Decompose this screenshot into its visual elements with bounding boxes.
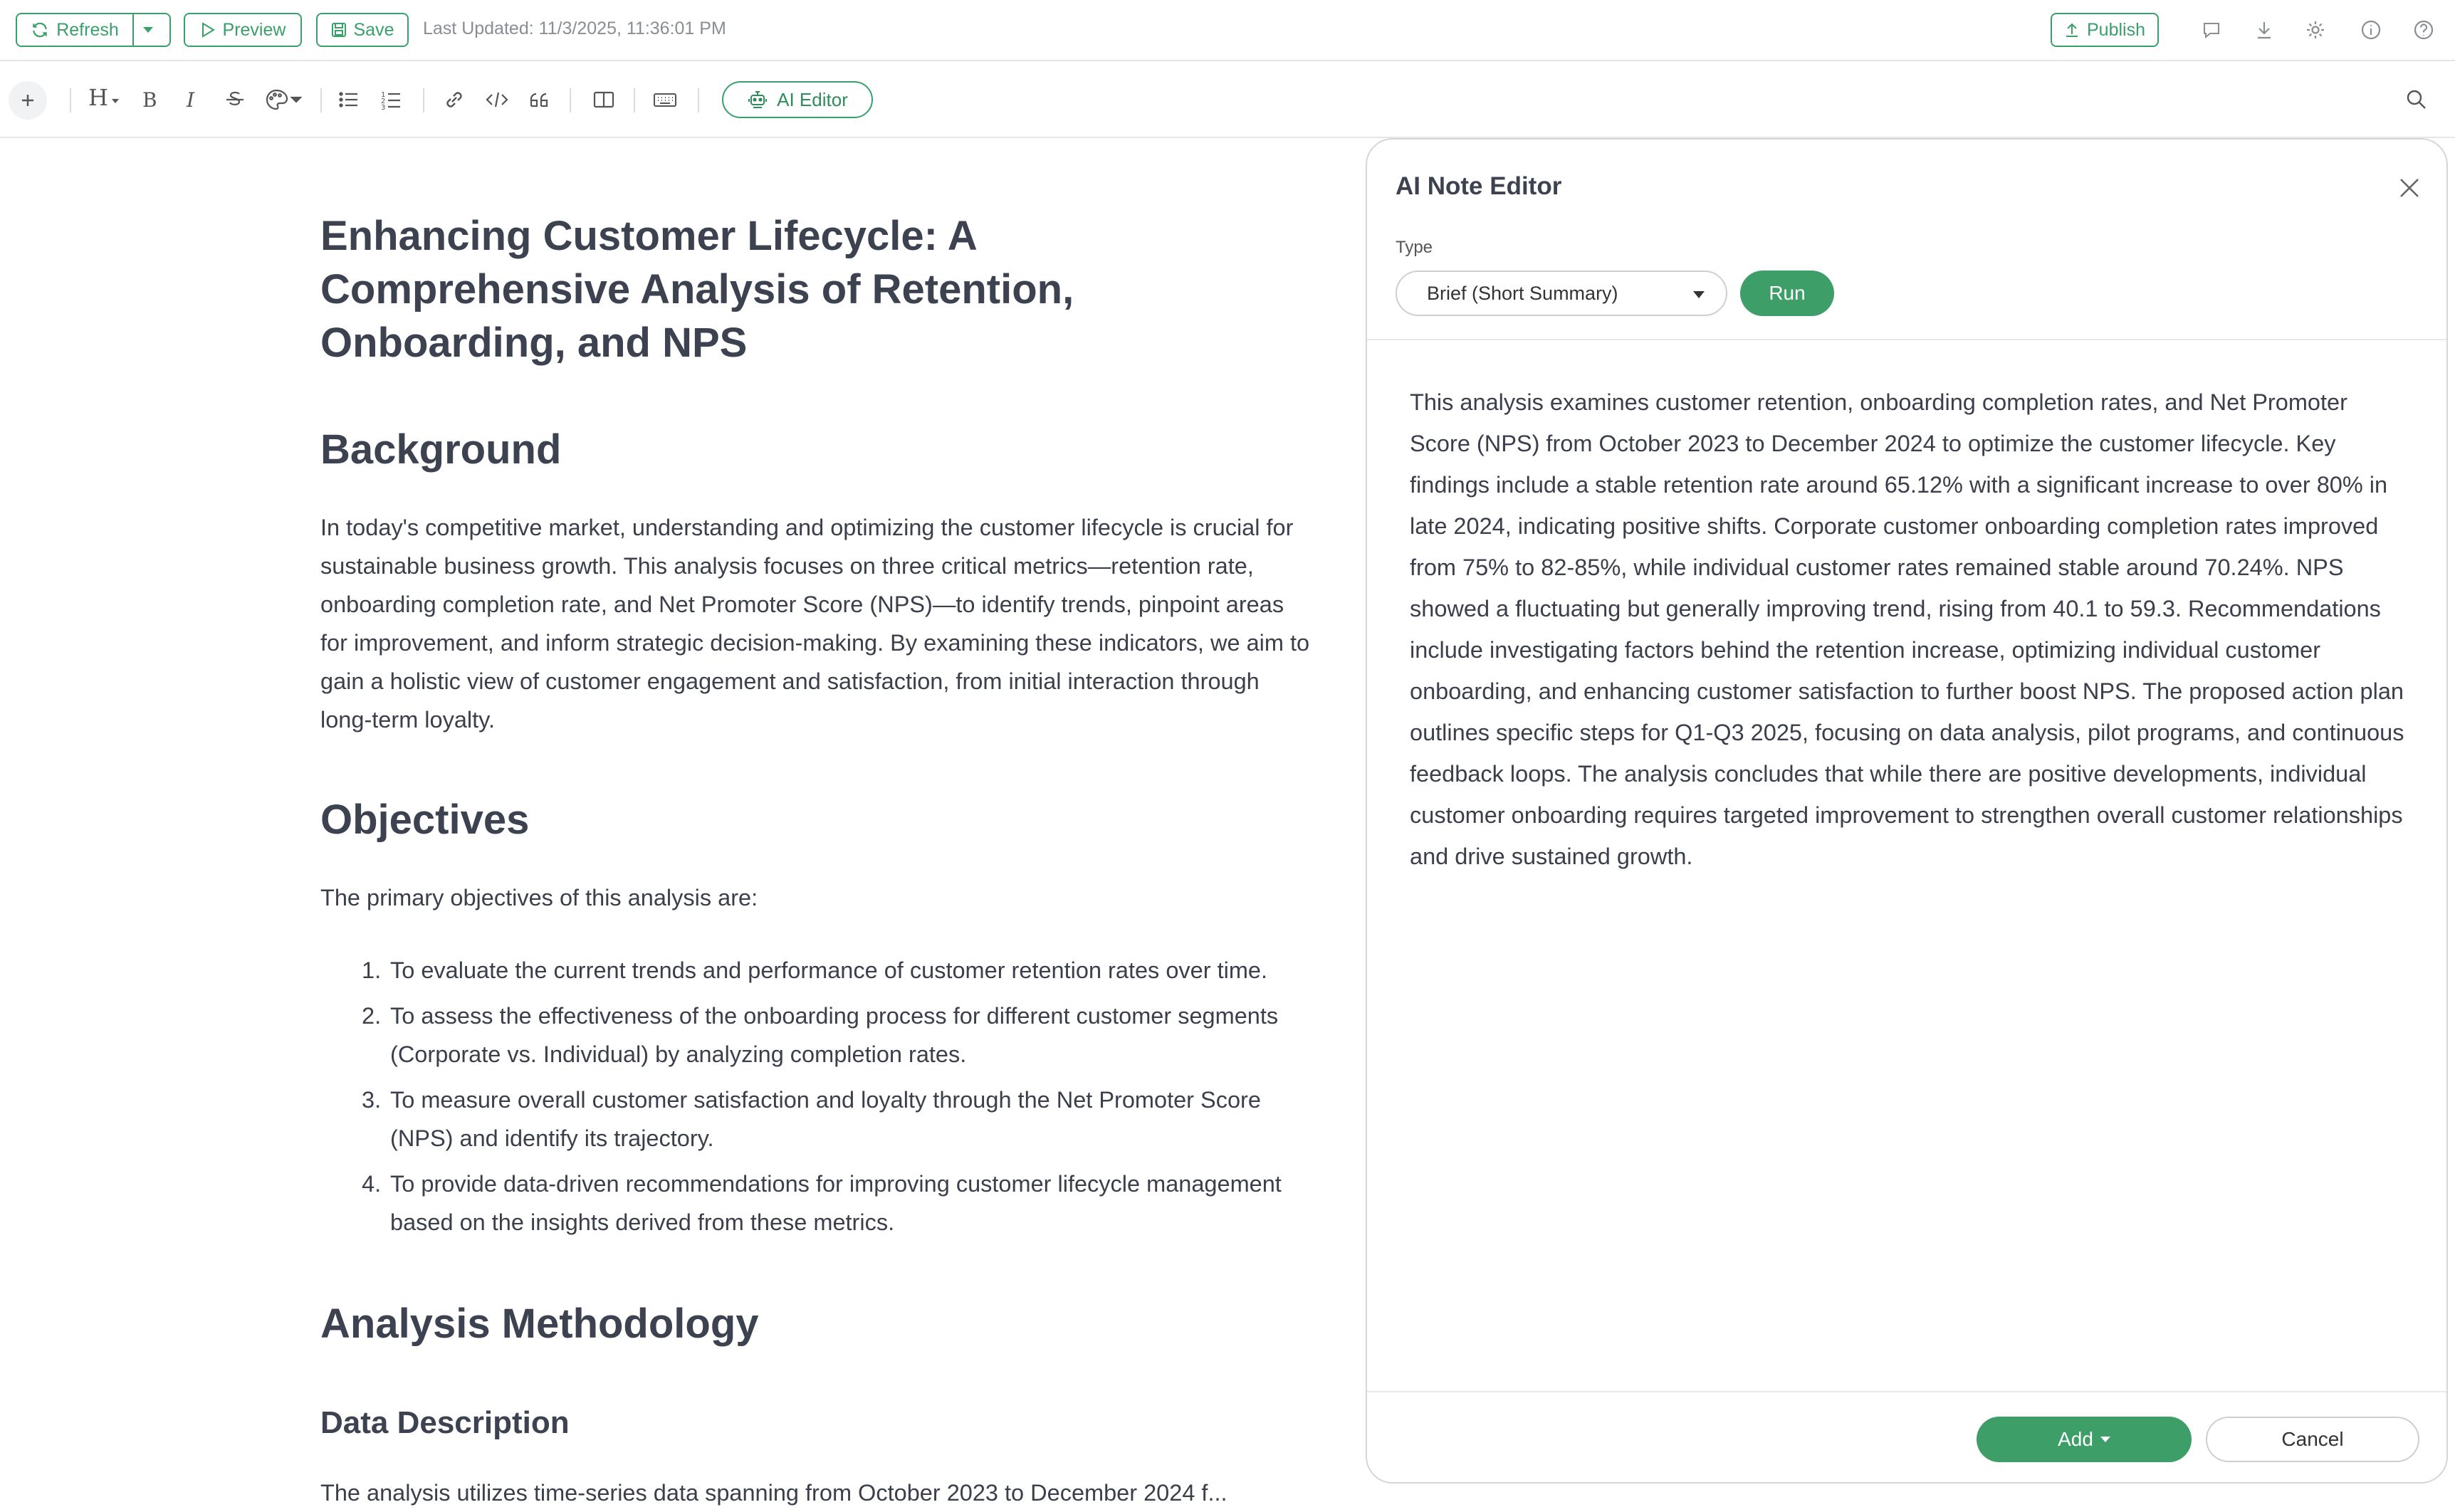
play-icon [200, 21, 216, 38]
svg-text:2: 2 [381, 98, 386, 105]
type-select[interactable] [1396, 271, 1727, 316]
type-select-value: Brief (Short Summary) [1427, 282, 1618, 304]
comment-icon[interactable] [2200, 19, 2223, 41]
refresh-dropdown-button[interactable] [132, 13, 171, 47]
document-title: Enhancing Customer Lifecycle: A Comprehensive Analysis of Retention, Onboarding, and NPS [320, 213, 1074, 366]
list-item [320, 1081, 1317, 1157]
info-icon[interactable] [2360, 19, 2382, 41]
panel-footer-divider [1367, 1391, 2446, 1392]
download-icon[interactable] [2253, 19, 2276, 41]
list-item [320, 997, 1317, 1073]
bold-icon[interactable] [137, 87, 162, 112]
italic-icon[interactable] [179, 87, 205, 112]
list-number: 4. [362, 1171, 382, 1197]
cancel-button[interactable] [2206, 1417, 2419, 1462]
background-paragraph: In today's competitive market, understanding and optimizing the customer lifecycle is crucial for sustainable business growth. This analysis focuses on three critical metrics—retention rate, onboarding completion rate, and Net Promoter Score (NPS)—to identify trends, pinpoint areas for improvement, and inform strategic decision-making. By examining these indicators, we aim to gain a holistic view of customer engagement and satisfaction, from initial interaction through long-term loyalty. [320, 515, 1310, 733]
quote-icon[interactable] [527, 87, 553, 112]
toolbar-separator [634, 88, 635, 112]
panel-divider [1367, 339, 2446, 340]
list-item-text: To provide data-driven recommendations for improving customer lifecycle management based on the insights derived from these metrics. [390, 1171, 1282, 1235]
ai-editor-button[interactable] [722, 81, 873, 118]
list-item-text: To measure overall customer satisfaction and loyalty through the Net Promoter Score (NPS) and identify its trajectory. [390, 1087, 1261, 1151]
refresh-label: Refresh [56, 19, 119, 40]
svg-text:B: B [142, 88, 157, 112]
list-item-text: To evaluate the current trends and performance of customer retention rates over time. [390, 957, 1268, 983]
format-toolbar [0, 61, 2455, 138]
refresh-icon [31, 21, 49, 39]
gear-icon[interactable] [2304, 19, 2327, 41]
toolbar-separator [698, 88, 699, 112]
publish-button[interactable] [2051, 13, 2159, 47]
objectives-heading: Objectives [320, 797, 530, 843]
list-item [320, 951, 1317, 989]
list-item-text: To assess the effectiveness of the onboarding process for different customer segments (Corporate vs. Individual) by analyzing completion rates. [390, 1003, 1279, 1067]
data-description-paragraph: The analysis utilizes time-series data spanning from October 2023 to December 2024 f... [320, 1480, 1228, 1506]
chevron-down-icon [2100, 1437, 2110, 1442]
chevron-down-icon [142, 26, 155, 34]
run-button[interactable] [1740, 271, 1834, 316]
close-icon[interactable] [2397, 175, 2422, 201]
list-item [320, 1165, 1317, 1241]
heading-label: H [88, 84, 108, 111]
objectives-intro: The primary objectives of this analysis are: [320, 885, 758, 910]
list-number: 2. [362, 1003, 382, 1029]
keyboard-icon[interactable] [652, 87, 678, 112]
publish-label: Publish [2087, 19, 2145, 40]
save-button[interactable] [316, 13, 409, 47]
cancel-label: Cancel [2281, 1428, 2344, 1450]
toolbar-separator [570, 88, 571, 112]
last-updated-text: Last Updated: 11/3/2025, 11:36:01 PM [423, 19, 726, 38]
search-icon[interactable] [2404, 87, 2429, 112]
type-label: Type [1396, 238, 1433, 257]
preview-label: Preview [222, 19, 286, 40]
data-description-heading: Data Description [320, 1405, 570, 1440]
methodology-heading: Analysis Methodology [320, 1301, 759, 1347]
ai-note-editor-panel [1366, 138, 2448, 1484]
svg-text:1: 1 [381, 91, 386, 99]
refresh-button[interactable] [16, 13, 134, 47]
save-icon [331, 22, 347, 38]
toolbar-separator [423, 88, 424, 112]
code-icon[interactable] [484, 87, 510, 112]
preview-button[interactable] [184, 13, 302, 47]
robot-icon [747, 89, 768, 110]
toolbar-separator [70, 88, 71, 112]
objectives-list [320, 951, 1317, 1249]
ai-summary-text: This analysis examines customer retention, onboarding completion rates, and Net Promoter Score (NPS) from October 2023 to December 2024 to optimize the customer lifecycle. Key findings include a stable retention rate around 65.12% with a significant increase to over 80% in late 2024, indicating positive shifts. Corporate customer onboarding completion rates improved from 75% to 82-85%, while individual customer rates remained stable around 70.24%. NPS showed a fluctuating but generally improving trend, rising from 40.1 to 59.3. Recommendations include investigating factors behind the retention increase, optimizing individual customer onboarding, and enhancing customer satisfaction to further boost NPS. The proposed action plan outlines specific steps for Q1-Q3 2025, focusing on data analysis, pilot programs, and continuous feedback loops. The analysis concludes that while there are positive developments, individual customer onboarding requires targeted improvement to strengthen overall customer relationships and drive sustained growth. [1410, 389, 2404, 869]
ai-editor-label: AI Editor [777, 88, 848, 110]
background-heading: Background [320, 426, 562, 473]
list-number: 3. [362, 1087, 382, 1113]
strikethrough-icon[interactable] [222, 87, 248, 112]
top-bar [0, 0, 2455, 61]
heading-dropdown[interactable] [88, 84, 127, 112]
chevron-down-icon [1693, 291, 1705, 298]
svg-text:3: 3 [381, 104, 386, 112]
insert-block-button[interactable] [9, 81, 47, 120]
panel-title: AI Note Editor [1396, 172, 1562, 200]
color-palette-icon[interactable] [263, 87, 302, 112]
add-button[interactable] [1977, 1417, 2192, 1462]
chevron-down-icon [111, 98, 120, 104]
toolbar-separator [320, 88, 322, 112]
plus-icon [20, 93, 36, 108]
save-label: Save [353, 19, 394, 40]
link-icon[interactable] [441, 87, 467, 112]
add-label: Add [2058, 1428, 2093, 1450]
run-label: Run [1769, 282, 1806, 304]
bullet-list-icon[interactable] [336, 87, 362, 112]
table-layout-icon[interactable] [591, 87, 617, 112]
list-number: 1. [362, 957, 382, 983]
numbered-list-icon[interactable] [379, 87, 404, 112]
help-icon[interactable] [2412, 19, 2435, 41]
upload-icon [2064, 21, 2080, 38]
svg-text:I: I [187, 88, 195, 112]
